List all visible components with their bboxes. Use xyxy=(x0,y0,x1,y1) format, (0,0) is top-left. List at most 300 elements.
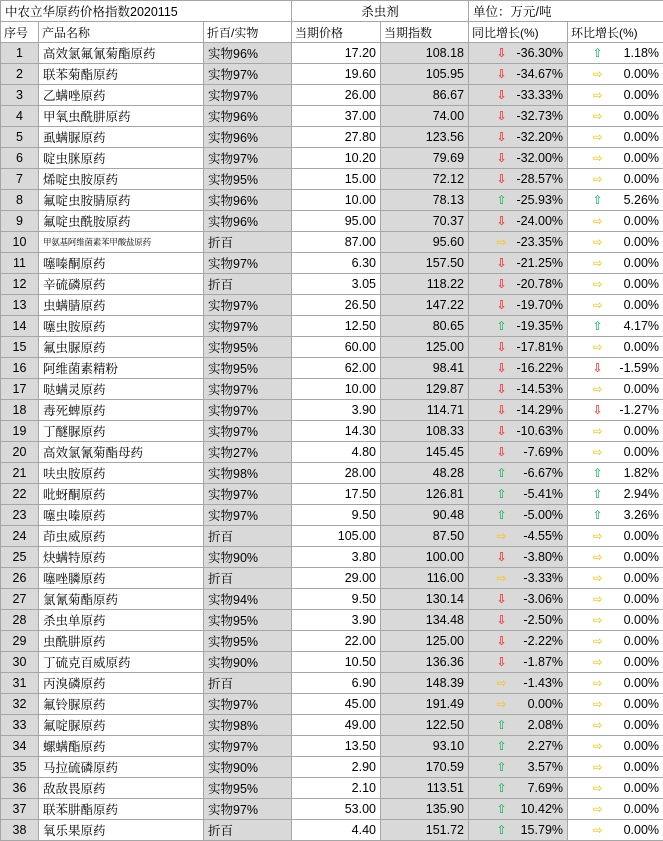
basis-value: 实物97% xyxy=(204,505,292,526)
mom-change xyxy=(568,526,663,547)
product-name: 虫酰肼原药 xyxy=(39,631,204,652)
current-price: 26.50 xyxy=(292,295,381,316)
basis-value: 实物90% xyxy=(204,547,292,568)
current-price: 28.00 xyxy=(292,463,381,484)
current-index: 78.13 xyxy=(381,190,469,211)
trend-arrow-icon-flat: ⇨ xyxy=(592,278,603,290)
mom-change-value: 0.00% xyxy=(607,739,659,753)
mom-change xyxy=(568,652,663,673)
mom-change xyxy=(568,190,663,211)
table-row xyxy=(1,148,663,169)
basis-value: 实物95% xyxy=(204,358,292,379)
yoy-change xyxy=(469,316,568,337)
row-index: 21 xyxy=(1,463,39,484)
table-row xyxy=(1,316,663,337)
basis-value: 实物97% xyxy=(204,316,292,337)
yoy-change xyxy=(469,106,568,127)
mom-change xyxy=(568,421,663,442)
yoy-change-value: -14.53% xyxy=(511,382,563,396)
trend-arrow-icon-up: ⇧ xyxy=(592,47,603,59)
trend-arrow-icon-up: ⇧ xyxy=(496,194,507,206)
mom-change xyxy=(568,169,663,190)
mom-change-value: 0.00% xyxy=(607,88,659,102)
trend-arrow-icon-up: ⇧ xyxy=(496,467,507,479)
table-row xyxy=(1,715,663,736)
yoy-change-value: -32.73% xyxy=(511,109,563,123)
product-name: 高效氯氟氰菊酯原药 xyxy=(39,43,204,64)
product-name: 噻唑膦原药 xyxy=(39,568,204,589)
product-name: 虫螨腈原药 xyxy=(39,295,204,316)
yoy-change-value: -7.69% xyxy=(511,445,563,459)
product-name: 氟铃脲原药 xyxy=(39,694,204,715)
trend-arrow-icon-down: ⇩ xyxy=(496,152,507,164)
product-name: 虱螨脲原药 xyxy=(39,127,204,148)
mom-change xyxy=(568,505,663,526)
basis-value: 实物95% xyxy=(204,631,292,652)
yoy-change-value: -33.33% xyxy=(511,88,563,102)
trend-arrow-icon-flat: ⇨ xyxy=(496,530,507,542)
mom-change xyxy=(568,106,663,127)
yoy-change xyxy=(469,631,568,652)
row-index: 23 xyxy=(1,505,39,526)
yoy-change xyxy=(469,400,568,421)
mom-change-value: 1.18% xyxy=(607,46,659,60)
mom-change-value: 0.00% xyxy=(607,634,659,648)
current-price: 17.50 xyxy=(292,484,381,505)
mom-change xyxy=(568,799,663,820)
column-header-basis: 折百/实物 xyxy=(204,22,292,43)
yoy-change xyxy=(469,820,568,841)
basis-value: 实物97% xyxy=(204,799,292,820)
trend-arrow-icon-down: ⇩ xyxy=(496,110,507,122)
current-price: 62.00 xyxy=(292,358,381,379)
row-index: 20 xyxy=(1,442,39,463)
current-price: 6.90 xyxy=(292,673,381,694)
row-index: 11 xyxy=(1,253,39,274)
trend-arrow-icon-flat: ⇨ xyxy=(592,719,603,731)
row-index: 15 xyxy=(1,337,39,358)
current-price: 14.30 xyxy=(292,421,381,442)
mom-change xyxy=(568,253,663,274)
yoy-change xyxy=(469,358,568,379)
current-price: 4.40 xyxy=(292,820,381,841)
row-index: 24 xyxy=(1,526,39,547)
yoy-change xyxy=(469,190,568,211)
basis-value: 实物96% xyxy=(204,43,292,64)
row-index: 8 xyxy=(1,190,39,211)
current-index: 126.81 xyxy=(381,484,469,505)
basis-value: 实物96% xyxy=(204,211,292,232)
yoy-change xyxy=(469,337,568,358)
trend-arrow-icon-down: ⇩ xyxy=(496,173,507,185)
current-index: 113.51 xyxy=(381,778,469,799)
mom-change xyxy=(568,43,663,64)
current-price: 2.10 xyxy=(292,778,381,799)
mom-change xyxy=(568,547,663,568)
trend-arrow-icon-up: ⇧ xyxy=(592,488,603,500)
mom-change xyxy=(568,463,663,484)
product-name: 乙螨唑原药 xyxy=(39,85,204,106)
basis-value: 实物96% xyxy=(204,190,292,211)
basis-value: 实物95% xyxy=(204,778,292,799)
yoy-change xyxy=(469,799,568,820)
trend-arrow-icon-flat: ⇨ xyxy=(592,446,603,458)
trend-arrow-icon-up: ⇧ xyxy=(592,194,603,206)
current-index: 116.00 xyxy=(381,568,469,589)
mom-change-value: 4.17% xyxy=(607,319,659,333)
current-index: 87.50 xyxy=(381,526,469,547)
mom-change xyxy=(568,148,663,169)
mom-change xyxy=(568,589,663,610)
trend-arrow-icon-flat: ⇨ xyxy=(592,572,603,584)
mom-change xyxy=(568,568,663,589)
current-price: 87.00 xyxy=(292,232,381,253)
mom-change xyxy=(568,631,663,652)
trend-arrow-icon-flat: ⇨ xyxy=(496,677,507,689)
mom-change-value: 0.00% xyxy=(607,298,659,312)
current-price: 19.60 xyxy=(292,64,381,85)
current-index: 79.69 xyxy=(381,148,469,169)
mom-change-value: 0.00% xyxy=(607,235,659,249)
trend-arrow-icon-flat: ⇨ xyxy=(592,782,603,794)
table-row xyxy=(1,106,663,127)
yoy-change-value: -36.30% xyxy=(511,46,563,60)
trend-arrow-icon-down: ⇩ xyxy=(496,635,507,647)
row-index: 5 xyxy=(1,127,39,148)
current-price: 45.00 xyxy=(292,694,381,715)
current-index: 157.50 xyxy=(381,253,469,274)
basis-value: 实物90% xyxy=(204,652,292,673)
current-price: 10.20 xyxy=(292,148,381,169)
product-name: 杀虫单原药 xyxy=(39,610,204,631)
current-index: 170.59 xyxy=(381,757,469,778)
row-index: 9 xyxy=(1,211,39,232)
mom-change xyxy=(568,484,663,505)
row-index: 10 xyxy=(1,232,39,253)
yoy-change-value: -3.33% xyxy=(511,571,563,585)
current-index: 100.00 xyxy=(381,547,469,568)
basis-value: 实物27% xyxy=(204,442,292,463)
trend-arrow-icon-flat: ⇨ xyxy=(592,299,603,311)
current-price: 9.50 xyxy=(292,589,381,610)
trend-arrow-icon-flat: ⇨ xyxy=(496,236,507,248)
yoy-change-value: -32.20% xyxy=(511,130,563,144)
basis-value: 实物95% xyxy=(204,169,292,190)
trend-arrow-icon-flat: ⇨ xyxy=(592,257,603,269)
mom-change-value: 0.00% xyxy=(607,823,659,837)
current-price: 10.50 xyxy=(292,652,381,673)
current-index: 86.67 xyxy=(381,85,469,106)
basis-value: 折百 xyxy=(204,568,292,589)
current-index: 123.56 xyxy=(381,127,469,148)
mom-change-value: 2.94% xyxy=(607,487,659,501)
column-header-index-value: 当期指数 xyxy=(381,22,469,43)
row-index: 37 xyxy=(1,799,39,820)
yoy-change-value: -25.93% xyxy=(511,193,563,207)
product-name: 敌敌畏原药 xyxy=(39,778,204,799)
mom-change-value: 0.00% xyxy=(607,109,659,123)
current-index: 136.36 xyxy=(381,652,469,673)
mom-change xyxy=(568,715,663,736)
current-index: 122.50 xyxy=(381,715,469,736)
mom-change-value: 0.00% xyxy=(607,571,659,585)
yoy-change xyxy=(469,757,568,778)
row-index: 4 xyxy=(1,106,39,127)
basis-value: 实物94% xyxy=(204,589,292,610)
mom-change-value: 0.00% xyxy=(607,151,659,165)
current-index: 108.18 xyxy=(381,43,469,64)
current-price: 10.00 xyxy=(292,190,381,211)
mom-change xyxy=(568,211,663,232)
trend-arrow-icon-flat: ⇨ xyxy=(592,89,603,101)
trend-arrow-icon-flat: ⇨ xyxy=(592,215,603,227)
yoy-change xyxy=(469,211,568,232)
trend-arrow-icon-down: ⇩ xyxy=(496,89,507,101)
basis-value: 实物97% xyxy=(204,484,292,505)
product-name: 氟虫脲原药 xyxy=(39,337,204,358)
product-name: 氯氰菊酯原药 xyxy=(39,589,204,610)
table-row xyxy=(1,400,663,421)
row-index: 31 xyxy=(1,673,39,694)
table-row xyxy=(1,127,663,148)
product-name: 啶虫脒原药 xyxy=(39,148,204,169)
yoy-change xyxy=(469,589,568,610)
table-row xyxy=(1,652,663,673)
mom-change xyxy=(568,358,663,379)
trend-arrow-icon-down: ⇩ xyxy=(496,215,507,227)
yoy-change xyxy=(469,127,568,148)
trend-arrow-icon-flat: ⇨ xyxy=(496,572,507,584)
product-name: 甲氨基阿维菌素苯甲酸盐原药 xyxy=(39,232,204,253)
trend-arrow-icon-up: ⇧ xyxy=(496,320,507,332)
title-row xyxy=(1,1,663,22)
product-name: 氟啶虫酰胺原药 xyxy=(39,211,204,232)
mom-change xyxy=(568,274,663,295)
mom-change-value: 0.00% xyxy=(607,172,659,186)
column-header-product: 产品名称 xyxy=(39,22,204,43)
basis-value: 实物97% xyxy=(204,421,292,442)
trend-arrow-icon-flat: ⇨ xyxy=(592,341,603,353)
product-name: 毒死蜱原药 xyxy=(39,400,204,421)
basis-value: 实物98% xyxy=(204,463,292,484)
mom-change-value: 0.00% xyxy=(607,382,659,396)
mom-change-value: 0.00% xyxy=(607,277,659,291)
yoy-change-value: 3.57% xyxy=(511,760,563,774)
current-price: 3.90 xyxy=(292,610,381,631)
yoy-change xyxy=(469,778,568,799)
yoy-change xyxy=(469,169,568,190)
mom-change-value: 0.00% xyxy=(607,802,659,816)
row-index: 33 xyxy=(1,715,39,736)
trend-arrow-icon-down: ⇩ xyxy=(496,404,507,416)
table-row xyxy=(1,337,663,358)
current-index: 70.37 xyxy=(381,211,469,232)
current-index: 151.72 xyxy=(381,820,469,841)
current-index: 114.71 xyxy=(381,400,469,421)
table-row xyxy=(1,43,663,64)
basis-value: 实物97% xyxy=(204,85,292,106)
product-name: 阿维菌素精粉 xyxy=(39,358,204,379)
trend-arrow-icon-flat: ⇨ xyxy=(592,740,603,752)
table-row xyxy=(1,526,663,547)
trend-arrow-icon-up: ⇧ xyxy=(592,467,603,479)
trend-arrow-icon-down: ⇩ xyxy=(496,551,507,563)
trend-arrow-icon-flat: ⇨ xyxy=(592,530,603,542)
yoy-change-value: 7.69% xyxy=(511,781,563,795)
yoy-change xyxy=(469,505,568,526)
basis-value: 实物98% xyxy=(204,715,292,736)
row-index: 3 xyxy=(1,85,39,106)
product-name: 噻虫嗪原药 xyxy=(39,505,204,526)
product-name: 氟啶脲原药 xyxy=(39,715,204,736)
mom-change-value: 0.00% xyxy=(607,67,659,81)
yoy-change xyxy=(469,547,568,568)
current-index: 130.14 xyxy=(381,589,469,610)
yoy-change xyxy=(469,484,568,505)
mom-change xyxy=(568,295,663,316)
table-row xyxy=(1,463,663,484)
table-row xyxy=(1,505,663,526)
trend-arrow-icon-flat: ⇨ xyxy=(592,593,603,605)
mom-change xyxy=(568,337,663,358)
trend-arrow-icon-up: ⇧ xyxy=(496,782,507,794)
current-price: 60.00 xyxy=(292,337,381,358)
yoy-change-value: -4.55% xyxy=(511,529,563,543)
current-index: 90.48 xyxy=(381,505,469,526)
product-name: 马拉硫磷原药 xyxy=(39,757,204,778)
yoy-change xyxy=(469,379,568,400)
mom-change-value: 0.00% xyxy=(607,340,659,354)
row-index: 25 xyxy=(1,547,39,568)
row-index: 2 xyxy=(1,64,39,85)
yoy-change-value: -2.50% xyxy=(511,613,563,627)
current-index: 95.60 xyxy=(381,232,469,253)
yoy-change-value: -5.00% xyxy=(511,508,563,522)
yoy-change xyxy=(469,274,568,295)
yoy-change-value: -24.00% xyxy=(511,214,563,228)
mom-change-value: 0.00% xyxy=(607,130,659,144)
trend-arrow-icon-up: ⇧ xyxy=(496,719,507,731)
current-index: 191.49 xyxy=(381,694,469,715)
trend-arrow-icon-down: ⇩ xyxy=(496,362,507,374)
trend-arrow-icon-down: ⇩ xyxy=(496,341,507,353)
table-row xyxy=(1,547,663,568)
current-price: 3.80 xyxy=(292,547,381,568)
yoy-change xyxy=(469,568,568,589)
trend-arrow-icon-down: ⇩ xyxy=(496,278,507,290)
product-name: 螺螨酯原药 xyxy=(39,736,204,757)
basis-value: 折百 xyxy=(204,274,292,295)
product-name: 茚虫威原药 xyxy=(39,526,204,547)
mom-change xyxy=(568,820,663,841)
mom-change xyxy=(568,778,663,799)
current-price: 6.30 xyxy=(292,253,381,274)
table-row xyxy=(1,358,663,379)
yoy-change-value: 0.00% xyxy=(511,697,563,711)
current-index: 105.95 xyxy=(381,64,469,85)
current-index: 74.00 xyxy=(381,106,469,127)
mom-change xyxy=(568,694,663,715)
yoy-change-value: -6.67% xyxy=(511,466,563,480)
row-index: 32 xyxy=(1,694,39,715)
mom-change-value: 0.00% xyxy=(607,655,659,669)
trend-arrow-icon-down: ⇩ xyxy=(496,656,507,668)
mom-change xyxy=(568,736,663,757)
current-index: 93.10 xyxy=(381,736,469,757)
current-price: 37.00 xyxy=(292,106,381,127)
trend-arrow-icon-up: ⇧ xyxy=(496,488,507,500)
trend-arrow-icon-flat: ⇨ xyxy=(592,131,603,143)
product-name: 辛硫磷原药 xyxy=(39,274,204,295)
mom-change-value: -1.59% xyxy=(607,361,659,375)
basis-value: 折百 xyxy=(204,820,292,841)
yoy-change xyxy=(469,421,568,442)
basis-value: 折百 xyxy=(204,526,292,547)
column-header-mom: 环比增长(%) xyxy=(568,22,663,43)
product-name: 吡蚜酮原药 xyxy=(39,484,204,505)
product-name: 氟啶虫胺腈原药 xyxy=(39,190,204,211)
mom-change xyxy=(568,316,663,337)
product-name: 炔螨特原药 xyxy=(39,547,204,568)
current-index: 98.41 xyxy=(381,358,469,379)
table-row xyxy=(1,442,663,463)
mom-change-value: 0.00% xyxy=(607,424,659,438)
current-index: 80.65 xyxy=(381,316,469,337)
basis-value: 实物97% xyxy=(204,64,292,85)
unit-label: 单位：万元/吨 xyxy=(469,1,663,22)
basis-value: 折百 xyxy=(204,673,292,694)
trend-arrow-icon-flat: ⇨ xyxy=(592,173,603,185)
basis-value: 实物96% xyxy=(204,127,292,148)
mom-change xyxy=(568,127,663,148)
column-header-index: 序号 xyxy=(1,22,39,43)
table-row xyxy=(1,631,663,652)
trend-arrow-icon-flat: ⇨ xyxy=(592,383,603,395)
row-index: 17 xyxy=(1,379,39,400)
trend-arrow-icon-flat: ⇨ xyxy=(592,656,603,668)
basis-value: 实物97% xyxy=(204,694,292,715)
column-header-yoy: 同比增长(%) xyxy=(469,22,568,43)
yoy-change-value: -23.35% xyxy=(511,235,563,249)
yoy-change-value: -34.67% xyxy=(511,67,563,81)
row-index: 29 xyxy=(1,631,39,652)
table-row xyxy=(1,736,663,757)
trend-arrow-icon-down: ⇩ xyxy=(496,47,507,59)
current-price: 26.00 xyxy=(292,85,381,106)
yoy-change-value: 2.27% xyxy=(511,739,563,753)
row-index: 1 xyxy=(1,43,39,64)
category-title: 杀虫剂 xyxy=(292,1,469,22)
basis-value: 实物97% xyxy=(204,148,292,169)
product-name: 联苯菊酯原药 xyxy=(39,64,204,85)
trend-arrow-icon-flat: ⇨ xyxy=(592,425,603,437)
trend-arrow-icon-flat: ⇨ xyxy=(592,110,603,122)
product-name: 哒螨灵原药 xyxy=(39,379,204,400)
current-price: 12.50 xyxy=(292,316,381,337)
current-index: 125.00 xyxy=(381,631,469,652)
mom-change-value: 0.00% xyxy=(607,760,659,774)
product-name: 高效氯氰菊酯母药 xyxy=(39,442,204,463)
table-row xyxy=(1,421,663,442)
row-index: 7 xyxy=(1,169,39,190)
mom-change-value: 0.00% xyxy=(607,445,659,459)
trend-arrow-icon-flat: ⇨ xyxy=(592,824,603,836)
table-row xyxy=(1,211,663,232)
yoy-change-value: -28.57% xyxy=(511,172,563,186)
mom-change-value: 0.00% xyxy=(607,529,659,543)
yoy-change xyxy=(469,43,568,64)
mom-change-value: 3.26% xyxy=(607,508,659,522)
